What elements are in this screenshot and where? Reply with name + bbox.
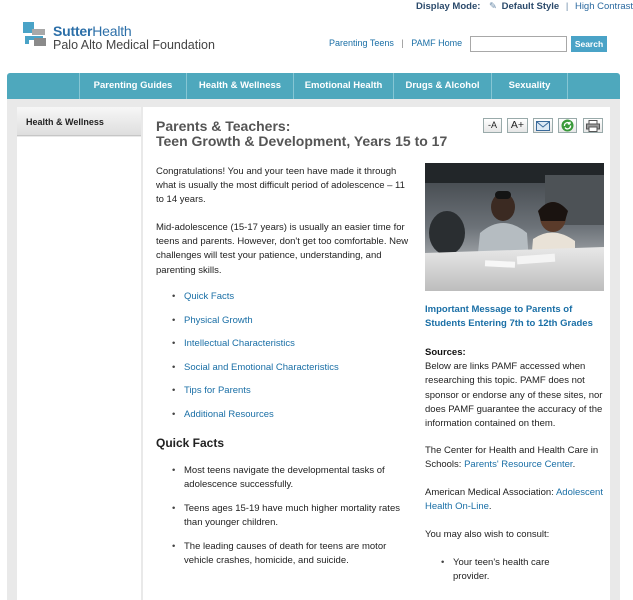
search-input[interactable]: [470, 36, 567, 52]
high-contrast-link[interactable]: High Contrast: [574, 1, 633, 12]
teens-photo: [425, 163, 604, 291]
ama-block: [425, 486, 605, 514]
list-item: [184, 315, 253, 326]
pencil-icon: ✎: [489, 1, 498, 12]
parenting-teens-link[interactable]: Parenting Teens: [329, 38, 394, 48]
important-message: [425, 303, 605, 331]
sutter-health-logo-icon: [22, 20, 48, 48]
quick-facts-heading: Quick Facts: [156, 436, 225, 450]
parents-resource-center-link[interactable]: Parents' Resource Center: [464, 459, 573, 471]
consult-text: You may also wish to consult:: [425, 529, 550, 540]
punct: .: [488, 501, 492, 513]
list-item: [184, 385, 251, 396]
list-item: [184, 338, 295, 349]
sources-heading: Sources:: [425, 347, 466, 358]
header-links: [329, 38, 462, 48]
page-title-line-1: Parents & Teachers:: [156, 118, 291, 134]
pamf-home-link[interactable]: PAMF Home: [411, 38, 463, 48]
center-block: [425, 444, 605, 472]
share-button[interactable]: [558, 118, 577, 133]
logo-line-1: [53, 23, 132, 39]
consult-item: [441, 556, 573, 584]
text-smaller-button[interactable]: -A: [483, 118, 502, 133]
search-button[interactable]: Search: [571, 36, 607, 52]
nav-sexuality[interactable]: Sexuality: [491, 73, 567, 99]
nav-health-wellness[interactable]: Health & Wellness: [186, 73, 293, 99]
toc-social-emotional-link[interactable]: Social and Emotional Characteristics: [184, 362, 339, 373]
email-button[interactable]: [533, 118, 553, 133]
toc-tips-link[interactable]: Tips for Parents: [184, 385, 251, 396]
sidebar-item-label: Health & Wellness: [26, 117, 104, 127]
display-mode-label: Display Mode:: [416, 1, 481, 12]
toc-physical-growth-link[interactable]: Physical Growth: [184, 315, 253, 326]
punct: .: [572, 459, 576, 471]
intro-paragraph-1: Congratulations! You and your teen have made it through what is usually the most difficult period of adolescence – 11 to 14 years.: [156, 166, 405, 206]
center-text: The Center for Health and Health Care in Schools:: [425, 445, 599, 471]
sidebar-item-health-wellness[interactable]: [17, 107, 141, 136]
ama-text: American Medical Association:: [425, 487, 554, 498]
nav-spacer: [567, 73, 620, 99]
default-style-link[interactable]: Default Style: [501, 1, 560, 12]
consult-item-text: Your teen's health care provider.: [453, 557, 550, 583]
quick-fact-item: • Teens ages 15-19 have much higher mortality rates than younger children.: [184, 502, 410, 530]
nav-emotional-health[interactable]: Emotional Health: [293, 73, 393, 99]
quick-fact-item: • Most teens navigate the developmental tasks of adolescence successfully.: [184, 464, 410, 492]
logo-health: Health: [92, 23, 132, 39]
bullet: •: [441, 557, 445, 568]
toc-resources-link[interactable]: Additional Resources: [184, 409, 274, 420]
logo-line-2: Palo Alto Medical Foundation: [53, 38, 215, 52]
sidebar: [17, 137, 141, 600]
intro-paragraph-2: Mid-adolescence (15-17 years) is usually an easier time for teens and parents. However, don't get too comfortable. New challenges will test your patience, understanding, and parenting skills.: [156, 222, 409, 276]
logo-sutter: Sutter: [53, 23, 93, 39]
separator: |: [401, 38, 404, 48]
print-button[interactable]: [583, 118, 603, 133]
print-icon: [586, 120, 600, 132]
nav-drugs-alcohol[interactable]: Drugs & Alcohol: [393, 73, 491, 99]
list-item: [184, 362, 339, 373]
email-icon: [536, 121, 550, 131]
share-icon: [561, 119, 574, 132]
display-mode-bar: [416, 1, 633, 12]
nav-parenting-guides[interactable]: Parenting Guides: [79, 73, 186, 99]
sources-block: [425, 346, 605, 431]
main-nav: [7, 73, 620, 99]
text-larger-button[interactable]: A+: [507, 118, 528, 133]
teens-studying-image: [425, 163, 604, 291]
important-message-link[interactable]: Important Message to Parents of Students Entering 7th to 12th Grades: [425, 304, 593, 330]
list-item: [184, 409, 274, 420]
toc-quick-facts-link[interactable]: Quick Facts: [184, 291, 235, 302]
logo[interactable]: [22, 20, 222, 52]
list-item: [184, 291, 234, 302]
page-title: [156, 119, 476, 148]
toc-intellectual-link[interactable]: Intellectual Characteristics: [184, 338, 295, 349]
quick-fact-item: • The leading causes of death for teens are motor vehicle crashes, homicide, and suicide.: [184, 540, 410, 568]
adolescent-health-link[interactable]: Adolescent Health On-Line: [425, 487, 603, 513]
separator: |: [565, 1, 569, 12]
page-title-line-2: Teen Growth & Development, Years 15 to 17: [156, 132, 448, 149]
sources-text: Below are links PAMF accessed when researching this topic. PAMF does not sponsor or endorse any of these sites, nor does PAMF guarantee the accuracy of the information contained on them.: [425, 361, 603, 430]
